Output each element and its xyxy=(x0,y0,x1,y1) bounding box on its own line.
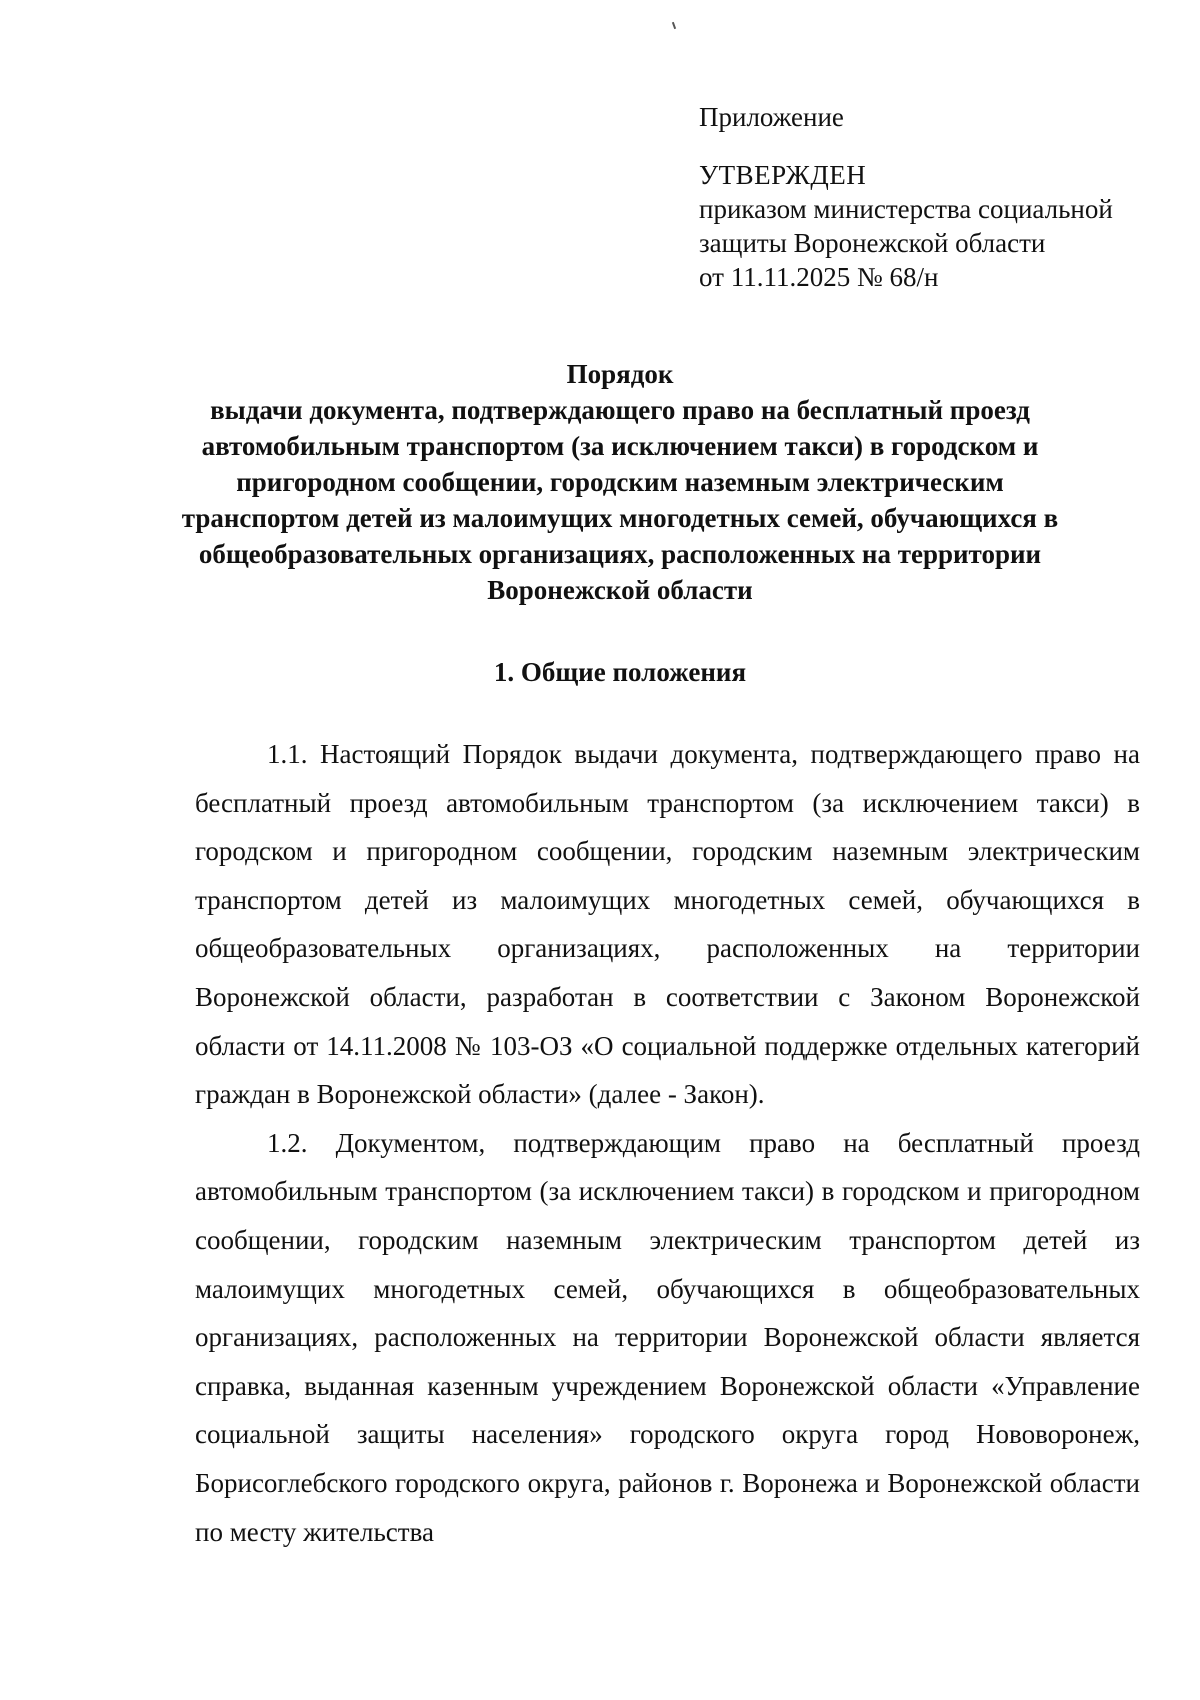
title-heading: Порядок xyxy=(566,359,674,389)
title-line-1: выдачи документа, подтверждающего право на бесплатный проезд xyxy=(210,395,1030,425)
approval-line-3: от 11.11.2025 № 68/н xyxy=(699,262,939,292)
title-line-6: Воронежской области xyxy=(487,575,753,605)
approval-line-1: приказом министерства социальной xyxy=(699,194,1113,224)
title-line-2: автомобильным транспортом (за исключением такси) в городском и xyxy=(201,431,1039,461)
title-line-3: пригородном сообщении, городским наземным электрическим xyxy=(236,467,1004,497)
document-title xyxy=(180,356,1060,608)
paragraph-1-2: 1.2. Документом, подтверждающим право на бесплатный проезд автомобильным транспортом (за исключением такси) в городском и пригородном сообщении, городским наземным электрическим транспортом детей из малоимущих многодетных семей, обучающихся в общеобразовательных организациях, расположенных на территории Воронежской области является справка, выданная казенным учреждением Воронежской области «Управление социальной защиты населения» городского округа город Нововоронеж, Борисоглебского городского округа, районов г. Воронежа и Воронежской области по месту жительства xyxy=(195,1127,1140,1547)
appendix-label: Приложение xyxy=(699,102,844,132)
section-body xyxy=(195,730,1140,1556)
paragraph-1-1: 1.1. Настоящий Порядок выдачи документа, подтверждающего право на бесплатный проезд автомобильным транспортом (за исключением такси) в городском и пригородном сообщении, городским наземным электрическим транспортом детей из малоимущих многодетных семей, обучающихся в общеобразовательных организациях, расположенных на территории Воронежской области, разработан в соответствии с Законом Воронежской области от 14.11.2008 № 103-ОЗ «О социальной поддержке отдельных категорий граждан в Воронежской области» (далее - Закон). xyxy=(195,739,1140,1110)
section-heading: 1. Общие положения xyxy=(493,657,747,687)
title-line-4: транспортом детей из малоимущих многодетных семей, обучающихся в xyxy=(181,503,1059,533)
approval-block xyxy=(699,100,1159,294)
title-line-5: общеобразовательных организациях, расположенных на территории xyxy=(198,539,1042,569)
scan-speck xyxy=(672,22,676,29)
approved-label: УТВЕРЖДЕН xyxy=(699,160,867,190)
approval-line-2: защиты Воронежской области xyxy=(699,228,1046,258)
